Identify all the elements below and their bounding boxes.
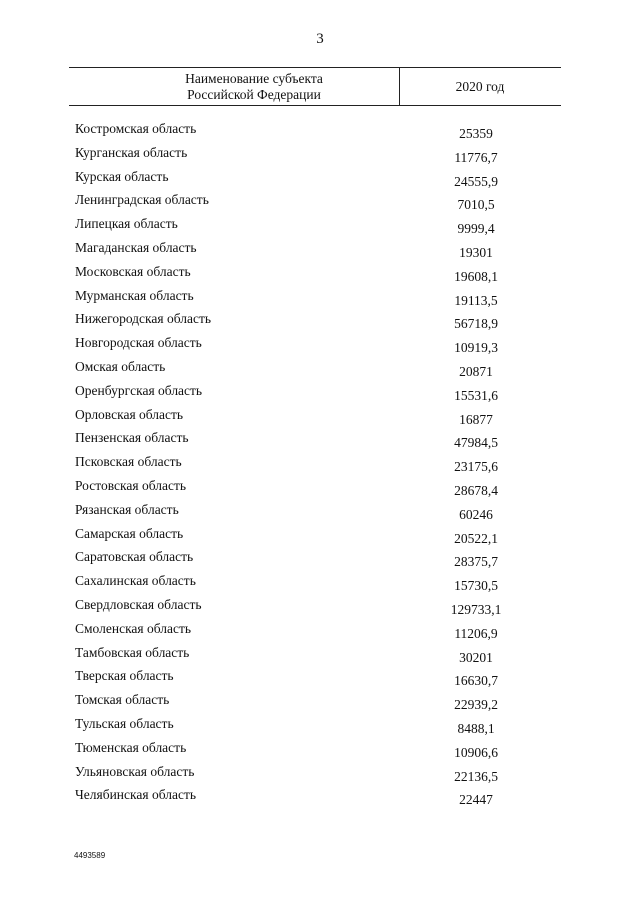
region-value: 22939,2 xyxy=(454,697,498,713)
region-name: Новгородская область xyxy=(75,335,202,351)
region-value: 47984,5 xyxy=(454,435,498,451)
region-value: 19608,1 xyxy=(454,268,498,284)
table-row xyxy=(69,311,561,335)
table-row xyxy=(69,716,561,740)
region-name: Самарская область xyxy=(75,525,184,541)
table-row xyxy=(69,216,561,240)
table-row xyxy=(69,169,561,193)
table-row xyxy=(69,264,561,288)
region-name: Ростовская область xyxy=(75,477,186,493)
region-name: Смоленская область xyxy=(75,620,192,636)
column-header-year: 2020 год xyxy=(455,79,505,94)
table-row xyxy=(69,288,561,312)
region-name: Саратовская область xyxy=(75,549,194,565)
table-row xyxy=(69,478,561,502)
region-value: 11776,7 xyxy=(454,149,498,165)
region-value: 28375,7 xyxy=(454,554,498,570)
region-value: 15531,6 xyxy=(454,387,498,403)
subjects-table xyxy=(69,67,561,808)
region-value: 28678,4 xyxy=(454,482,498,498)
table-row xyxy=(69,526,561,550)
region-name: Свердловская область xyxy=(75,596,202,612)
table-row xyxy=(69,668,561,692)
table-row xyxy=(69,549,561,573)
table-row xyxy=(69,145,561,169)
region-value: 23175,6 xyxy=(454,459,498,475)
region-name: Московская область xyxy=(75,263,191,279)
region-name: Сахалинская область xyxy=(75,573,196,589)
table-row xyxy=(69,240,561,264)
region-value: 22447 xyxy=(459,792,493,808)
table-row xyxy=(69,335,561,359)
region-value: 10919,3 xyxy=(454,340,498,356)
table-row xyxy=(69,621,561,645)
table-row xyxy=(69,573,561,597)
region-name: Магаданская область xyxy=(75,239,197,255)
region-name: Тверская область xyxy=(75,668,174,684)
region-value: 30201 xyxy=(459,649,493,665)
region-value: 7010,5 xyxy=(457,197,495,213)
region-value: 22136,5 xyxy=(454,768,498,784)
page-number: 3 xyxy=(316,31,324,47)
column-header-subject xyxy=(109,71,399,103)
region-name: Ульяновская область xyxy=(75,763,195,779)
region-value: 8488,1 xyxy=(457,720,495,736)
region-value: 25359 xyxy=(459,126,493,141)
table-row xyxy=(69,192,561,216)
region-name: Тамбовская область xyxy=(75,644,190,660)
document-code: 4493589 xyxy=(74,851,106,860)
table-row xyxy=(69,597,561,621)
region-name: Пензенская область xyxy=(75,430,189,446)
region-name: Курская область xyxy=(75,168,169,184)
region-name: Липецкая область xyxy=(75,216,178,232)
region-name: Мурманская область xyxy=(75,287,194,303)
region-value: 60246 xyxy=(459,506,493,522)
region-name: Нижегородская область xyxy=(75,311,212,327)
region-value: 16877 xyxy=(459,411,493,427)
region-name: Оренбургская область xyxy=(75,382,203,398)
table-row xyxy=(69,692,561,716)
region-name: Тульская область xyxy=(75,715,174,731)
region-value: 11206,9 xyxy=(454,625,498,641)
region-name: Тюменская область xyxy=(75,739,187,755)
region-name: Томская область xyxy=(75,692,170,708)
region-name: Костромская область xyxy=(75,121,197,136)
region-value: 15730,5 xyxy=(454,578,498,594)
region-name: Рязанская область xyxy=(75,501,179,517)
table-row xyxy=(69,787,561,811)
table-row xyxy=(69,383,561,407)
table-row xyxy=(69,502,561,526)
region-name: Псковская область xyxy=(75,454,182,470)
region-value: 9999,4 xyxy=(457,221,495,237)
table-row xyxy=(69,359,561,383)
column-header-subject-line1: Наименование субъекта xyxy=(185,71,323,86)
region-value: 24555,9 xyxy=(454,173,498,189)
region-name: Курганская область xyxy=(75,144,188,160)
region-name: Ленинградская область xyxy=(75,192,209,208)
region-value: 20871 xyxy=(459,363,493,379)
table-row xyxy=(69,764,561,788)
region-value: 16630,7 xyxy=(454,673,498,689)
table-row xyxy=(69,430,561,454)
region-value: 56718,9 xyxy=(454,316,498,332)
column-header-subject-line2: Российской Федерации xyxy=(187,87,321,102)
region-value: 19113,5 xyxy=(454,292,498,308)
region-value: 10906,6 xyxy=(454,744,498,760)
region-value: 20522,1 xyxy=(454,530,498,546)
table-row xyxy=(69,454,561,478)
table-header xyxy=(69,67,561,106)
region-value: 129733,1 xyxy=(450,601,502,617)
table-row xyxy=(69,645,561,669)
table-row xyxy=(69,407,561,431)
table-row xyxy=(69,740,561,764)
table-body xyxy=(69,121,561,811)
region-value: 19301 xyxy=(459,244,493,260)
table-row xyxy=(69,121,561,145)
region-name: Омская область xyxy=(75,358,166,374)
region-name: Челябинская область xyxy=(75,787,197,803)
region-name: Орловская область xyxy=(75,406,184,422)
